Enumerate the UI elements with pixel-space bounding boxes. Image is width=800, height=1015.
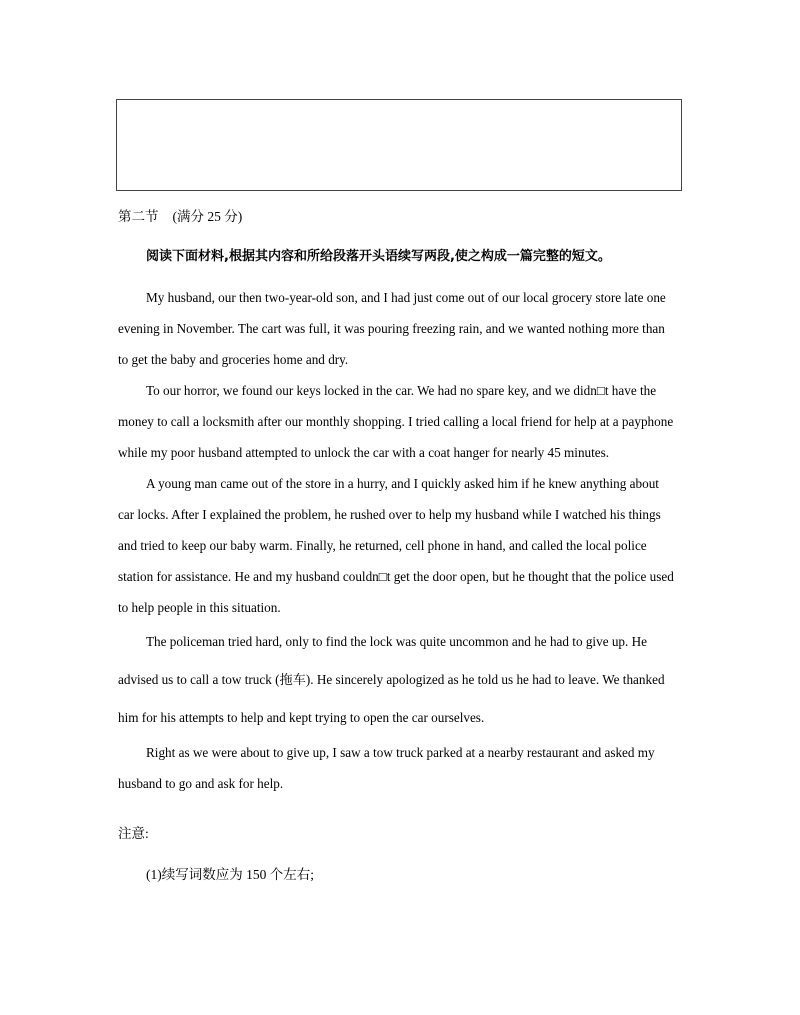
notes-label: 注意:: [118, 826, 149, 841]
note-item-1: (1)续写词数应为 150 个左右;: [146, 867, 314, 882]
instruction-text: 阅读下面材料,根据其内容和所给段落开头语续写两段,使之构成一篇完整的短文。: [146, 249, 611, 264]
answer-box: [116, 99, 682, 191]
passage-paragraph-5: Right as we were about to give up, I saw a tow truck parked at a nearby restaurant and asked my husband to go and ask for help.: [118, 745, 655, 791]
section-heading: [118, 205, 242, 225]
passage-paragraph-4: The policeman tried hard, only to find the lock was quite uncommon and he had to give up. He advised us to call a tow truck (拖车). He sincerely apologized as he told us he had to leave. We thanked him for his attempts to help and kept trying to open the car ourselves.: [118, 634, 665, 725]
passage-paragraph-3: A young man came out of the store in a hurry, and I quickly asked him if he knew anything about car locks. After I explained the problem, he rushed over to help my husband while I watched his things and tried to keep our baby warm. Finally, he returned, cell phone in hand, and called the local police station for assistance. He and my husband couldn□t get the door open, but he thought that the police used to help people in this situation.: [118, 476, 674, 615]
section-score: (满分 25 分): [172, 209, 243, 224]
passage-paragraph-2: To our horror, we found our keys locked in the car. We had no spare key, and we didn□t have the money to call a locksmith after our monthly shopping. I tried calling a local friend for help at a payphone while my poor husband attempted to unlock the car with a coat hanger for nearly 45 minutes.: [118, 383, 674, 460]
passage-paragraph-1: My husband, our then two-year-old son, and I had just come out of our local grocery store late one evening in November. The cart was full, it was pouring freezing rain, and we wanted nothing more than to get the baby and groceries home and dry.: [118, 290, 666, 367]
passage: [118, 282, 678, 799]
section-title: 第二节: [118, 209, 159, 224]
